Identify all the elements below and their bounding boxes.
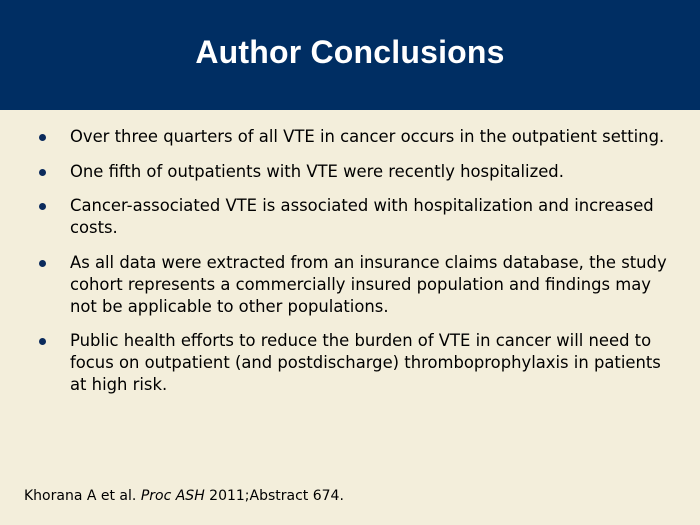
bullet-text: One fifth of outpatients with VTE were recently hospitalized. (70, 161, 564, 181)
bullet-item (0, 126, 700, 148)
citation-details: 2011;Abstract 674. (204, 488, 344, 504)
bullet-dot-icon (39, 260, 46, 267)
bullet-dot-icon (39, 338, 46, 345)
bullet-dot-icon (39, 134, 46, 141)
bullet-dot-icon (39, 169, 46, 176)
bullet-text: Public health efforts to reduce the burden of VTE in cancer will need to focus on outpatient (and postdischarge) thromboprophylaxis in patients at high risk. (70, 331, 661, 394)
citation-journal: Proc ASH (140, 488, 205, 504)
conclusions-list (0, 126, 700, 409)
slide-title: Author Conclusions (195, 33, 505, 70)
bullet-text: Cancer-associated VTE is associated with hospitalization and increased costs. (70, 196, 654, 237)
bullet-item (0, 195, 700, 239)
bullet-text: As all data were extracted from an insurance claims database, the study cohort represents a commercially insured population and findings may not be applicable to other populations. (70, 252, 667, 316)
bullet-item (0, 330, 700, 396)
bullet-dot-icon (39, 203, 46, 210)
bullet-item (0, 161, 700, 183)
citation (24, 487, 344, 505)
slide-header (0, 0, 700, 110)
bullet-item (0, 252, 700, 318)
citation-authors: Khorana A et al. (24, 488, 141, 504)
bullet-text: Over three quarters of all VTE in cancer occurs in the outpatient setting. (70, 127, 665, 146)
